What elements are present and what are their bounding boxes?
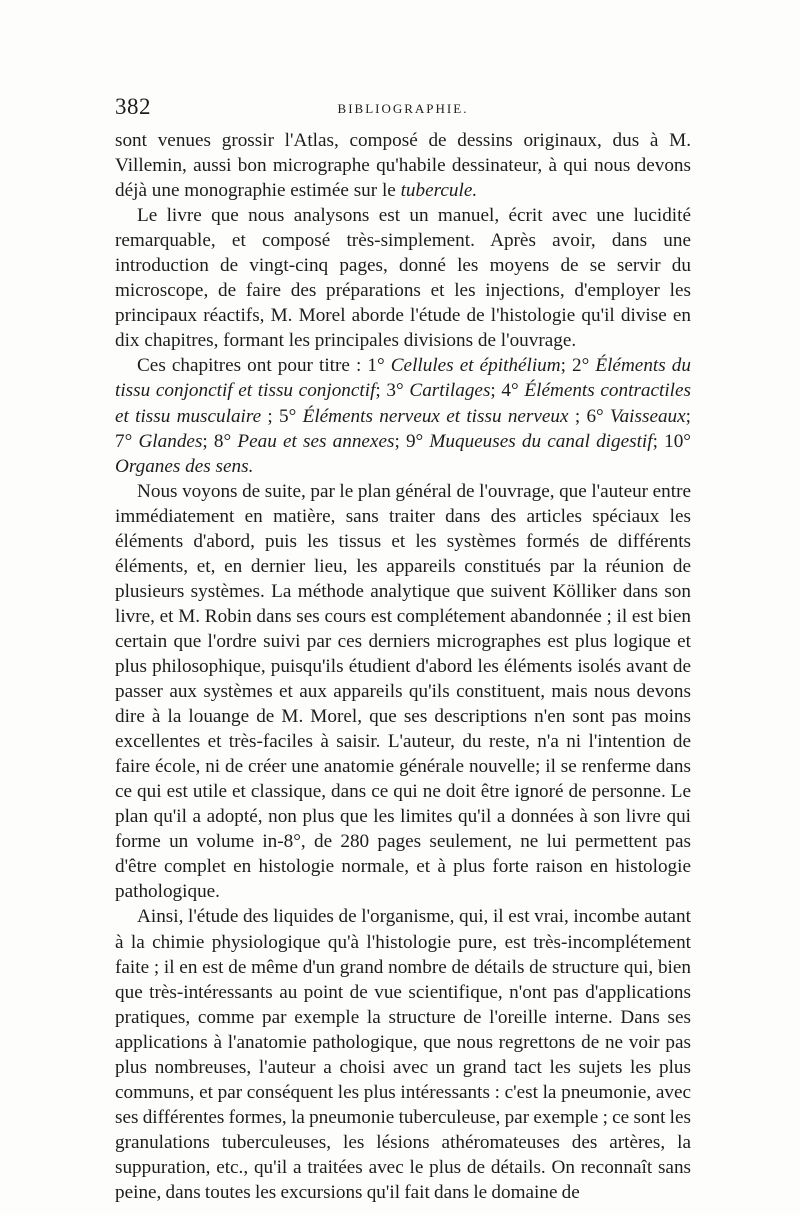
- chapters-intro: Ces chapitres ont pour titre :: [137, 355, 368, 377]
- chapter-title: Éléments du tissu conjonctif et tissu conjonctif: [115, 355, 691, 402]
- paragraph-1-text: sont venues grossir l'Atlas, composé de dessins originaux, dus à M. Villemin, aussi bon micrographe qu'habile dessinateur, à qui nous devons déjà une monographie estimée sur le: [115, 130, 691, 202]
- running-title: BIBLIOGRAPHIE.: [337, 101, 469, 116]
- chapter-title: Muqueuses du canal digestif: [429, 430, 653, 452]
- chapter-number: ; 2°: [560, 355, 596, 377]
- chapter-title: Organes des sens.: [115, 455, 254, 477]
- paragraph-1: [115, 128, 691, 203]
- chapter-number: ; 7°: [115, 405, 692, 452]
- chapter-title: Vaisseaux: [610, 405, 686, 427]
- chapter-title: Peau et ses annexes: [237, 430, 395, 452]
- chapter-title: Cartilages: [409, 380, 491, 402]
- paragraph-2: Le livre que nous analysons est un manuel, écrit avec une lucidité remarquable, et composé très-simplement. Après avoir, dans une introduction de vingt-cinq pages, donné les moyens de se servir du microscope, de faire des préparations et les injections, d'employer les principaux réactifs, M. Morel aborde l'étude de l'histologie qu'il divise en dix chapitres, formant les principales divisions de l'ouvrage.: [115, 205, 691, 352]
- chapter-number: ; 4°: [490, 380, 525, 402]
- chapter-number: ; 10°: [652, 430, 691, 452]
- page-header: [115, 94, 691, 124]
- body-text: [115, 128, 691, 1205]
- chapter-title: Éléments contractiles et tissu musculaire: [115, 380, 691, 427]
- chapter-number: ; 5°: [261, 405, 303, 427]
- paragraph-4: Nous voyons de suite, par le plan général de l'ouvrage, que l'auteur entre immédiatement en matière, sans traiter dans des articles spéciaux les éléments d'abord, puis les tissus et les systèmes formés de différents éléments, et, en dernier lieu, les appareils constitués par la réunion de plusieurs systèmes. La méthode analytique que suivent Kölliker dans son livre, et M. Robin dans ses cours est complétement abandonnée ; il est bien certain que l'ordre suivi par ces derniers micrographes est plus logique et plus philosophique, puisqu'ils étudient d'abord les éléments isolés avant de passer aux systèmes et aux appareils qu'ils constituent, mais nous devons dire à la louange de M. Morel, que ses descriptions n'en sont pas moins excellentes et très-faciles à saisir. L'auteur, du reste, n'a ni l'intention de faire école, ni de créer une anatomie générale nouvelle; il se renferme dans ce qui est utile et classique, dans ce qui ne doit être ignoré de personne. Le plan qu'il a adopté, non plus que les limites qu'il a données à son livre qui forme un volume in-8°, de 280 pages seulement, ne lui permettent pas d'être complet en histologie normale, et à plus forte raison en histologie pathologique.: [115, 480, 691, 903]
- chapter-title: Glandes: [138, 430, 203, 452]
- chapter-number: ; 8°: [202, 430, 238, 452]
- paragraph-5: Ainsi, l'étude des liquides de l'organisme, qui, il est vrai, incombe autant à la chimie physiologique qu'à l'histologie pure, est très-incomplétement faite ; il en est de même d'un grand nombre de détails de structure qui, bien que très-intéressants au point de vue scientifique, n'ont pas d'applications pratiques, comme par exemple la structure de l'oreille interne. Dans ses applications à l'anatomie pathologique, que nous regrettons de ne voir pas plus nombreuses, l'auteur a choisi avec un grand tact les sujets les plus communs, et par conséquent les plus intéressants : c'est la pneumonie, avec ses différentes formes, la pneumonie tuberculeuse, par exemple ; ce sont les granulations tuberculeuses, les lésions athéromateuses des artères, la suppuration, etc., qu'il a traitées avec le plus de détails. On reconnaît sans peine, dans toutes les excursions qu'il fait dans le domaine de: [115, 906, 691, 1203]
- paragraph-chapters: [115, 353, 691, 478]
- chapter-title: Cellules et épithélium: [390, 355, 561, 377]
- paragraph-1-italic: tubercule.: [400, 180, 478, 202]
- chapter-title: Éléments nerveux et tissu nerveux: [302, 405, 569, 427]
- chapter-number: ; 6°: [568, 405, 610, 427]
- chapter-number: ; 3°: [375, 380, 410, 402]
- chapter-number: 1°: [367, 355, 391, 377]
- page-number: 382: [115, 94, 151, 119]
- chapter-number: ; 9°: [394, 430, 430, 452]
